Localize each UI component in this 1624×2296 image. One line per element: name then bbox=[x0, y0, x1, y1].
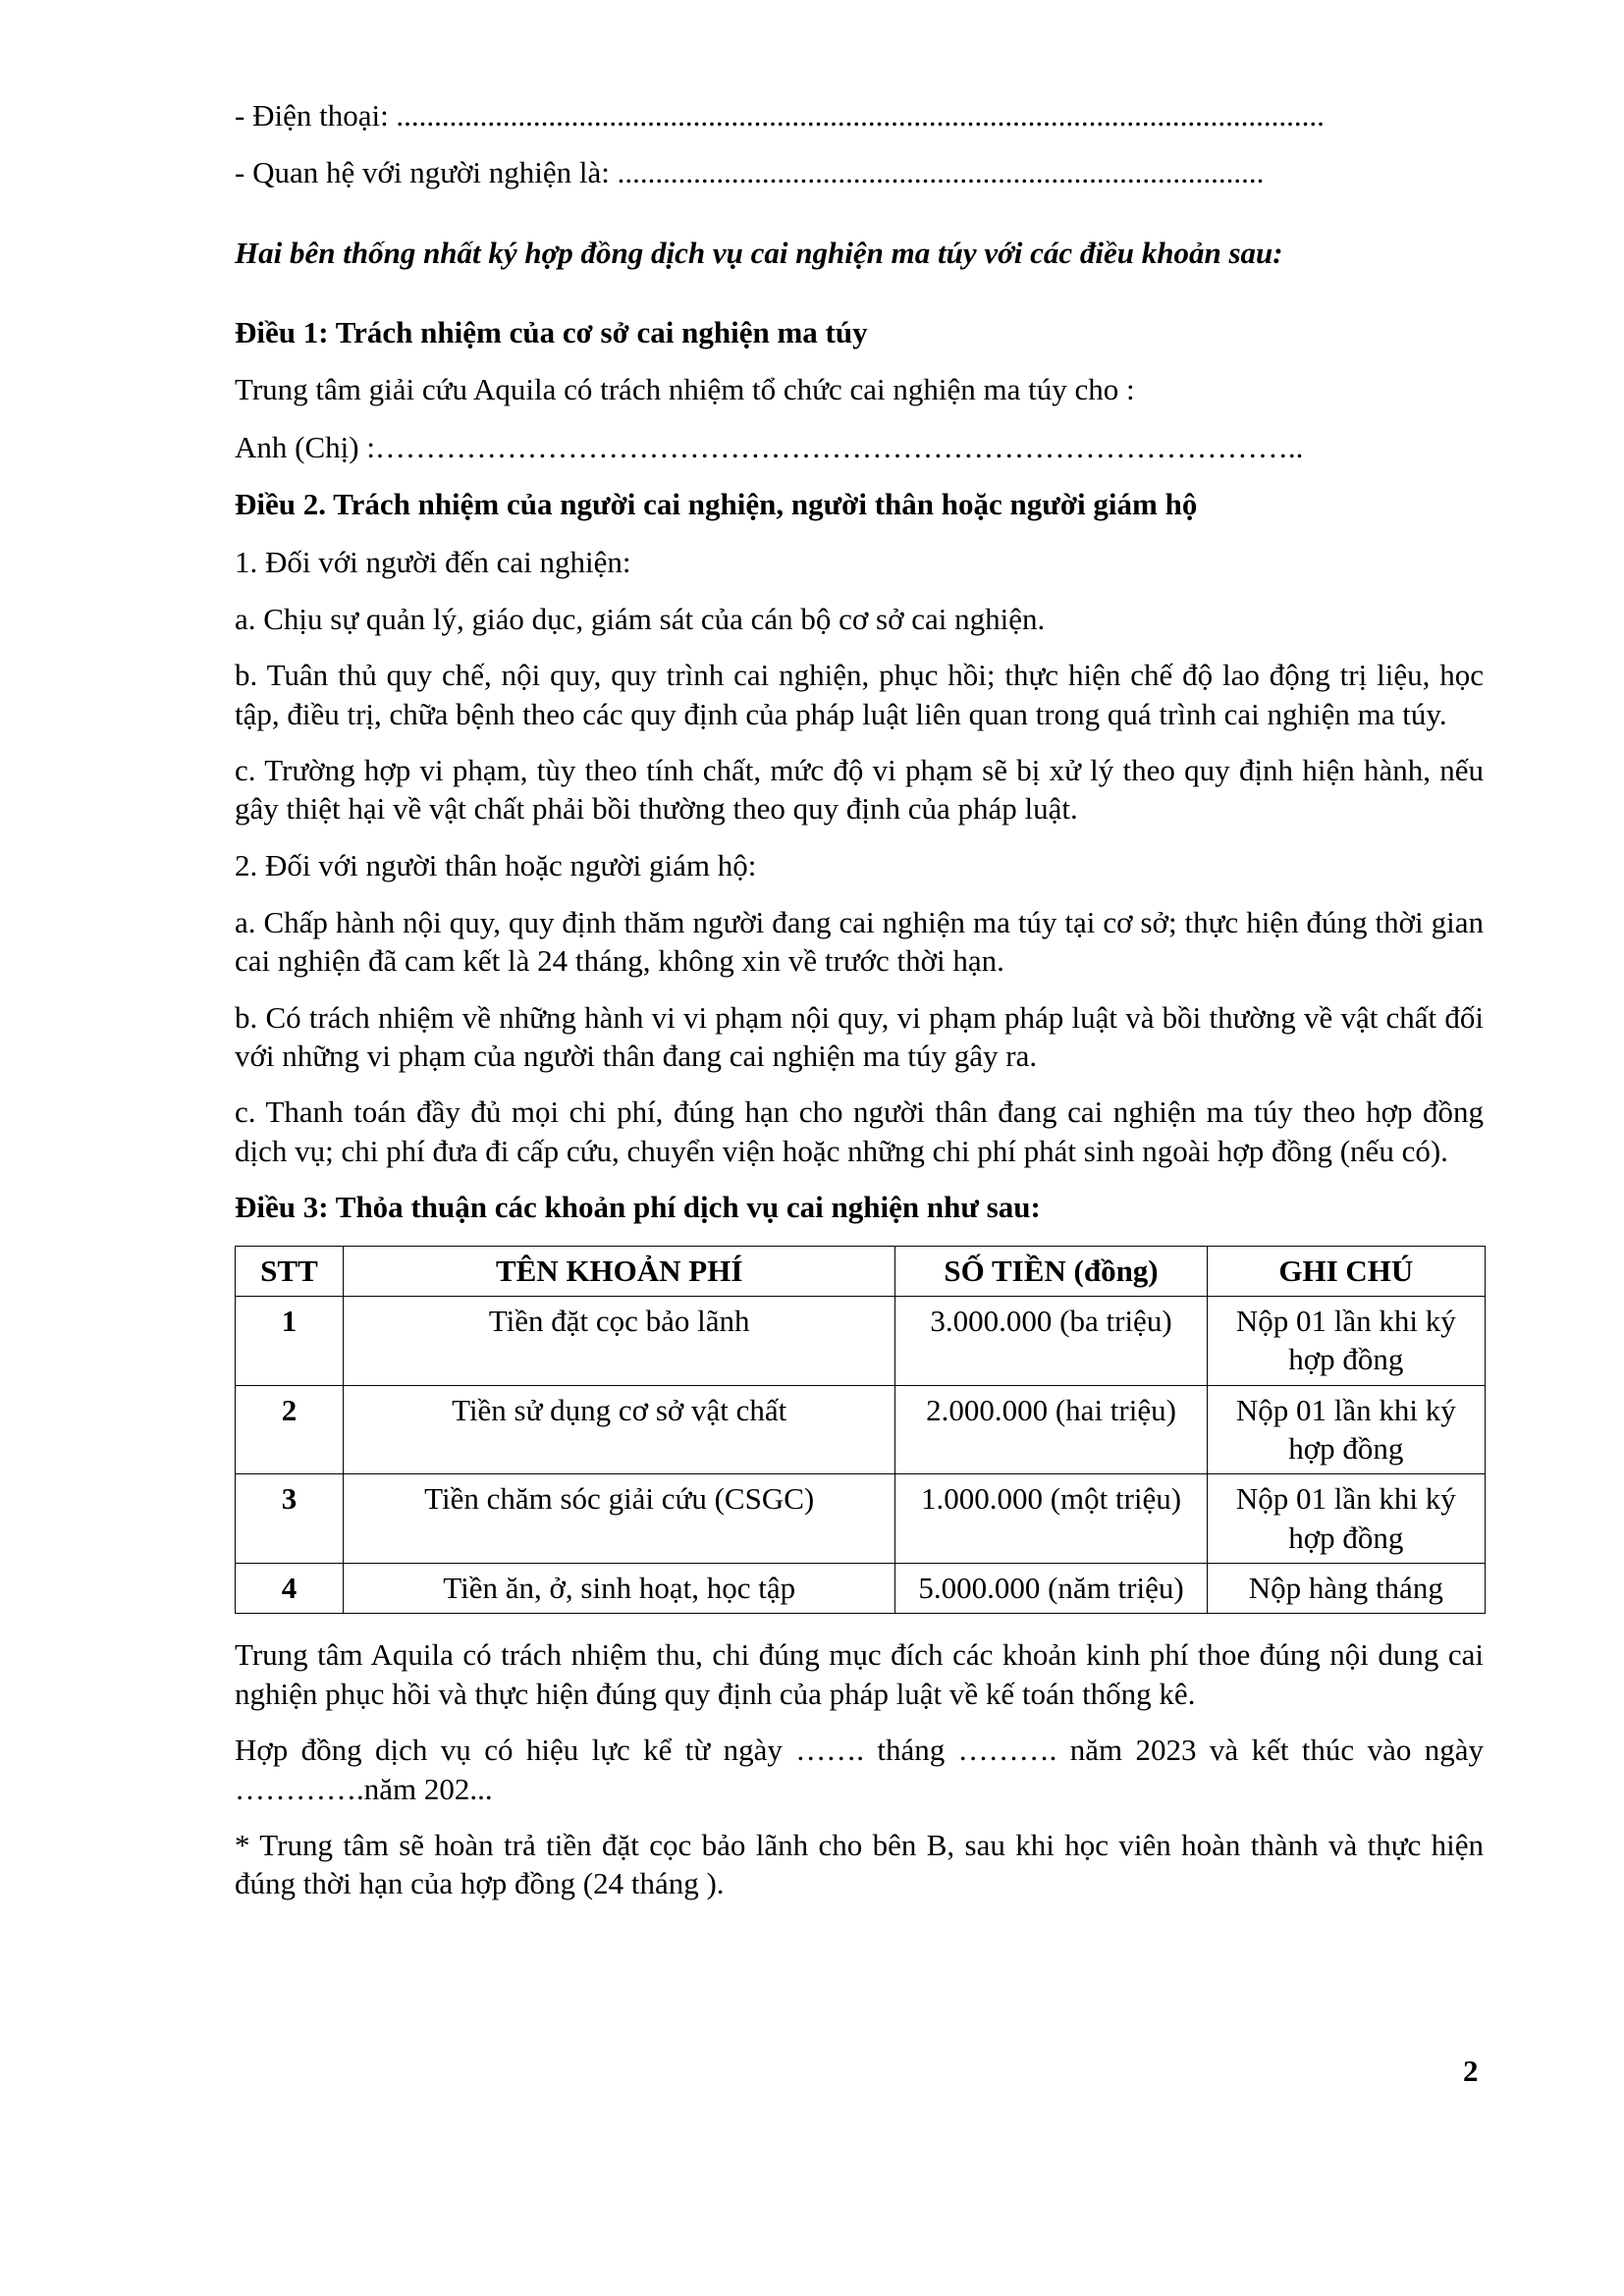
article2-s1a: a. Chịu sự quản lý, giáo dục, giám sát của cán bộ cơ sở cai nghiện. bbox=[235, 601, 1046, 636]
article2-s2b: b. Có trách nhiệm về những hành vi vi phạm nội quy, vi phạm pháp luật và bồi thường về vật chất đối với những vi phạm của người thân đang cai nghiện ma túy gây ra. bbox=[235, 999, 1484, 1074]
row-fee-name: Tiền đặt cọc bảo lãnh bbox=[343, 1296, 894, 1385]
article2-section2-title: 2. Đối với người thân hoặc người giám hộ: bbox=[235, 847, 757, 882]
header-amount: SỐ TIỀN (đồng) bbox=[895, 1246, 1207, 1296]
row-note: Nộp 01 lần khi ký hợp đồng bbox=[1207, 1474, 1485, 1564]
table-row bbox=[236, 1296, 1486, 1385]
row-amount: 1.000.000 (một triệu) bbox=[895, 1474, 1207, 1564]
article2-s2c: c. Thanh toán đầy đủ mọi chi phí, đúng hạn cho người thân đang cai nghiện ma túy theo hợp đồng dịch vụ; chi phí đưa đi cấp cứu, chuyển viện hoặc những chi phí phát sinh ngoài hợp đồng (nếu có). bbox=[235, 1095, 1484, 1168]
article3-title: Điều 3: Thỏa thuận các khoản phí dịch vụ cai nghiện như sau: bbox=[235, 1190, 1041, 1225]
row-note: Nộp 01 lần khi ký hợp đồng bbox=[1207, 1385, 1485, 1474]
row-fee-name: Tiền chăm sóc giải cứu (CSGC) bbox=[343, 1474, 894, 1564]
row-fee-name: Tiền ăn, ở, sinh hoạt, học tập bbox=[343, 1564, 894, 1614]
row-stt: 1 bbox=[236, 1296, 344, 1385]
row-note: Nộp hàng tháng bbox=[1207, 1564, 1485, 1614]
header-note: GHI CHÚ bbox=[1207, 1246, 1485, 1296]
table-row bbox=[236, 1385, 1486, 1474]
article2-s2a: a. Chấp hành nội quy, quy định thăm người đang cai nghiện ma túy tại cơ sở; thực hiện đúng thời gian cai nghiện đã cam kết là 24 tháng, không xin về trước thời hạn. bbox=[235, 905, 1484, 979]
row-stt: 3 bbox=[236, 1474, 344, 1564]
article3-after2: Hợp đồng dịch vụ có hiệu lực kể từ ngày ……. tháng ………. năm 2023 và kết thúc vào ngày ………….năm 202... bbox=[235, 1733, 1484, 1806]
article2-s1b: b. Tuân thủ quy chế, nội quy, quy trình cai nghiện, phục hồi; thực hiện chế độ lao động trị liệu, học tập, điều trị, chữa bệnh theo các quy định của pháp luật liên quan trong quá trình cai nghiện ma túy. bbox=[235, 658, 1484, 731]
row-note: Nộp 01 lần khi ký hợp đồng bbox=[1207, 1296, 1485, 1385]
header-stt: STT bbox=[236, 1246, 344, 1296]
article1-line2: Anh (Chị) :……………………………………………………………………………….. bbox=[235, 429, 1304, 464]
row-amount: 3.000.000 (ba triệu) bbox=[895, 1296, 1207, 1385]
phone-line: - Điện thoại: .......................................................................................................................... bbox=[235, 98, 1325, 133]
table-row bbox=[236, 1474, 1486, 1564]
article1-title: Điều 1: Trách nhiệm của cơ sở cai nghiện ma túy bbox=[235, 315, 868, 350]
table-row bbox=[236, 1564, 1486, 1614]
header-fee-name: TÊN KHOẢN PHÍ bbox=[343, 1246, 894, 1296]
article1-line1: Trung tâm giải cứu Aquila có trách nhiệm tổ chức cai nghiện ma túy cho : bbox=[235, 372, 1135, 407]
row-amount: 2.000.000 (hai triệu) bbox=[895, 1385, 1207, 1474]
article2-section1-title: 1. Đối với người đến cai nghiện: bbox=[235, 544, 631, 579]
article2-s1c: c. Trường hợp vi phạm, tùy theo tính chất, mức độ vi phạm sẽ bị xử lý theo quy định hiện hành, nếu gây thiệt hại về vật chất phải bồi thường theo quy định của pháp luật. bbox=[235, 752, 1484, 827]
row-stt: 2 bbox=[236, 1385, 344, 1474]
row-stt: 4 bbox=[236, 1564, 344, 1614]
agreement-intro: Hai bên thống nhất ký hợp đồng dịch vụ cai nghiện ma túy với các điều khoản sau: bbox=[235, 235, 1283, 270]
article3-after3: * Trung tâm sẽ hoàn trả tiền đặt cọc bảo lãnh cho bên B, sau khi học viên hoàn thành và thực hiện đúng thời hạn của hợp đồng (24 tháng ). bbox=[235, 1827, 1484, 1901]
row-amount: 5.000.000 (năm triệu) bbox=[895, 1564, 1207, 1614]
article2-title: Điều 2. Trách nhiệm của người cai nghiện, người thân hoặc người giám hộ bbox=[235, 487, 1198, 522]
article3-after1: Trung tâm Aquila có trách nhiệm thu, chi đúng mục đích các khoản kinh phí thoe đúng nội dung cai nghiện phục hồi và thực hiện đúng quy định của pháp luật về kế toán thống kê. bbox=[235, 1637, 1484, 1711]
fee-table bbox=[235, 1246, 1486, 1615]
page-number: 2 bbox=[1463, 2054, 1479, 2088]
fee-table-header bbox=[236, 1246, 1486, 1296]
relation-line: - Quan hệ với người nghiện là: ..................................................................................... bbox=[235, 155, 1265, 190]
page-content bbox=[235, 96, 1484, 1921]
row-fee-name: Tiền sử dụng cơ sở vật chất bbox=[343, 1385, 894, 1474]
